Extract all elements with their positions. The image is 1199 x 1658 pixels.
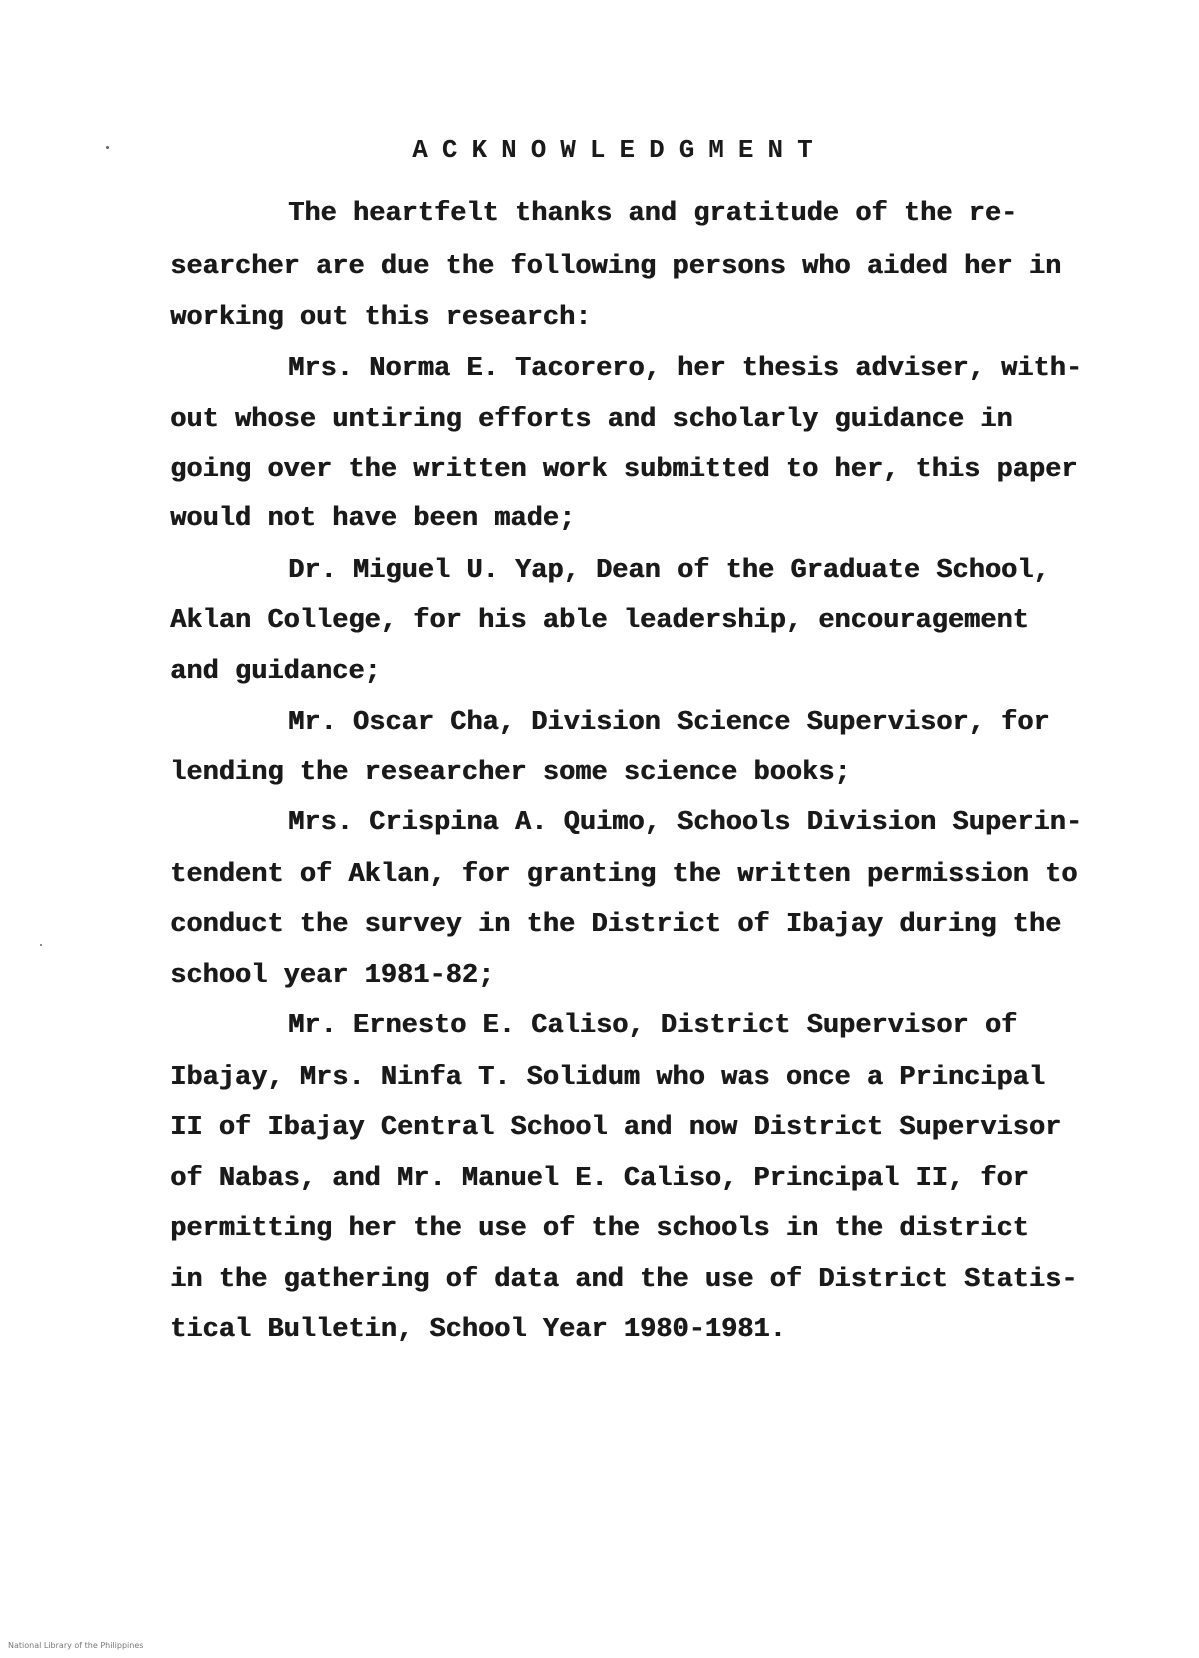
- text-line: Aklan College, for his able leadership, encouragement: [170, 606, 1029, 636]
- text-line: permitting her the use of the schools in the district: [170, 1214, 1029, 1244]
- text-line: Mrs. Crispina A. Quimo, Schools Division Superin-: [288, 808, 1082, 838]
- text-line: Ibajay, Mrs. Ninfa T. Solidum who was once a Principal: [170, 1063, 1045, 1093]
- scan-speck: [40, 944, 42, 946]
- scan-speck: [106, 146, 109, 149]
- page-title: ACKNOWLEDGMENT: [412, 135, 827, 165]
- text-line: searcher are due the following persons who aided her in: [170, 252, 1062, 282]
- text-line: would not have been made;: [170, 504, 576, 534]
- text-line: lending the researcher some science books;: [170, 758, 851, 788]
- text-line: Mrs. Norma E. Tacorero, her thesis adviser, with-: [288, 354, 1082, 384]
- text-line: Mr. Oscar Cha, Division Science Supervisor, for: [288, 708, 1050, 738]
- text-line: tendent of Aklan, for granting the written permission to: [170, 860, 1078, 890]
- text-line: Mr. Ernesto E. Caliso, District Supervisor of: [288, 1011, 1018, 1041]
- text-line: Dr. Miguel U. Yap, Dean of the Graduate School,: [288, 556, 1050, 586]
- text-line: The heartfelt thanks and gratitude of the re-: [288, 199, 1018, 229]
- text-line: working out this research:: [170, 303, 592, 333]
- text-line: and guidance;: [170, 657, 381, 687]
- footer-watermark: National Library of the Philippines: [8, 1641, 144, 1650]
- text-line: out whose untiring efforts and scholarly guidance in: [170, 405, 1013, 435]
- text-line: tical Bulletin, School Year 1980-1981.: [170, 1315, 786, 1345]
- text-line: II of Ibajay Central School and now District Supervisor: [170, 1113, 1062, 1143]
- text-line: conduct the survey in the District of Ibajay during the: [170, 910, 1062, 940]
- text-line: of Nabas, and Mr. Manuel E. Caliso, Principal II, for: [170, 1164, 1029, 1194]
- text-line: going over the written work submitted to her, this paper: [170, 455, 1078, 485]
- text-line: in the gathering of data and the use of District Statis-: [170, 1265, 1078, 1295]
- text-line: school year 1981-82;: [170, 961, 495, 991]
